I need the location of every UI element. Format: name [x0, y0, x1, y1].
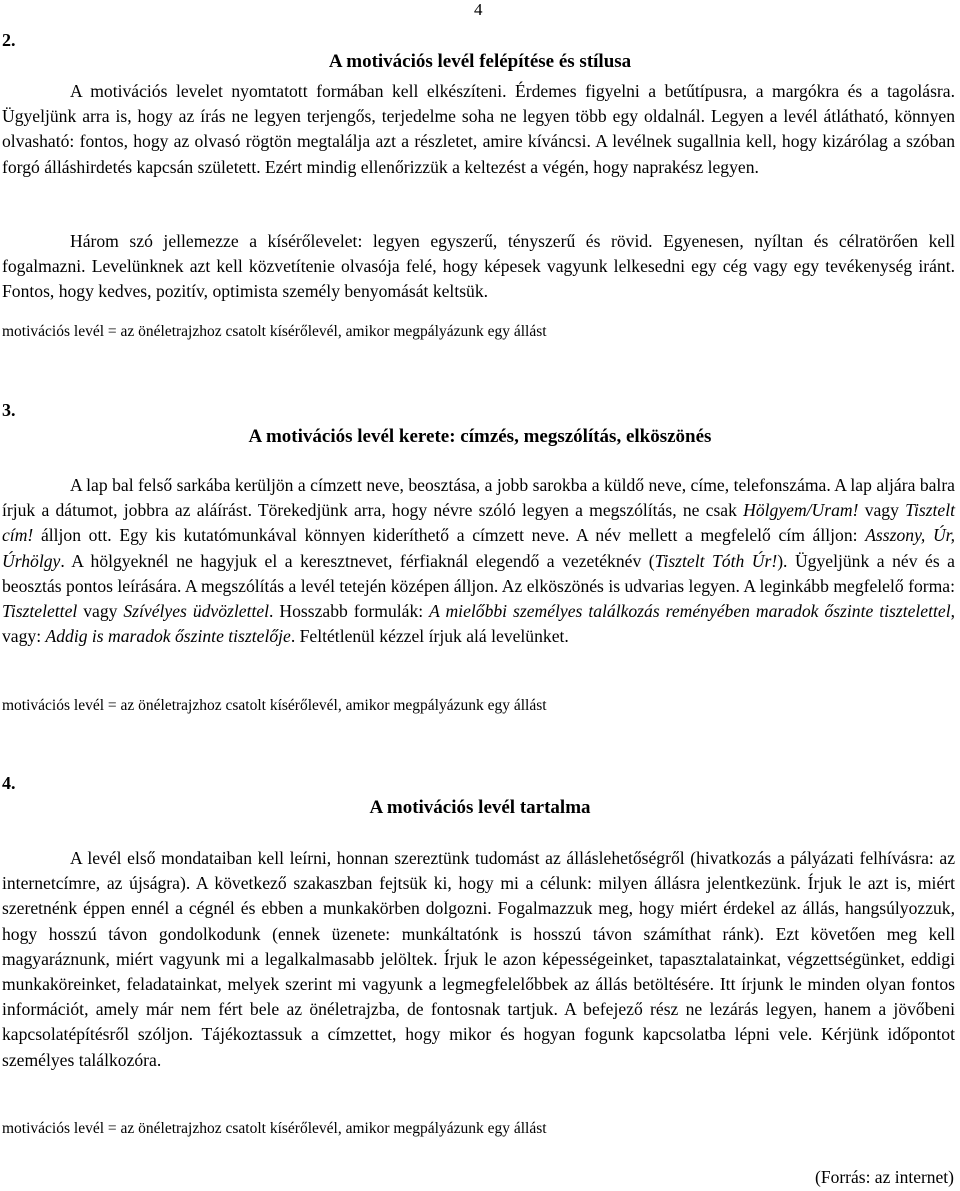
text-run: ). Ügyeljünk a név és a beosztás pontos leírására. A megszólítás a levél tetején középen álljon. Az elköszönés is udvarias legyen. A leginkább megfelelő forma:	[2, 550, 955, 596]
text-run: A lap bal felső sarkába kerüljön a címzett neve, beosztása, a jobb sarokba a küldő neve, címe, telefonszáma. A lap aljára balra írjuk a dátumot, jobbra az aláírást. Törekedjünk arra, hogy névre szóló legyen a megszólítás, ne csak	[2, 475, 955, 521]
italic-text: Szívélyes üdvözlettel	[123, 601, 270, 622]
paragraph	[2, 846, 955, 1073]
section-title: A motivációs levél felépítése és stílusa	[328, 51, 632, 72]
italic-text: Tisztelettel	[2, 601, 78, 622]
italic-text: Tisztelt cím!	[2, 500, 955, 546]
text-run: álljon ott. Egy kis kutatómunkával könnyen kideríthető a címzett neve. A név mellett a megfelelő cím álljon:	[33, 525, 866, 546]
text-run: vagy	[77, 601, 124, 622]
page-number: 4	[474, 0, 483, 19]
text-run: A levél első mondataiban kell leírni, honnan szereztünk tudomást az álláslehetőségről (hivatkozás a pályázati felhívásra: az internetcímre, az újságra). A következő szakaszban fejtsük ki, hogy mi a célunk: milyen állásra jelentkezünk. Írjuk le azt is, miért szeretnénk éppen ennél a cégnél és ebben a munkakörben dolgozni. Fogalmazzuk meg, hogy miért érdekel az állás, hangsúlyozzuk, hogy hosszú távon gondolkodunk (ennek üzenete: munkáltatónk is hosszú távon számíthat ránk). Ezt követően meg kell magyaráznunk, miért vagyunk mi a legalkalmasabb jelöltek. Írjuk le azon képességeinket, tapasztalatainkat, végzettségünket, eddigi munkaköreinket, feladatainkat, melyek szerint mi vagyunk a legmegfelelőbbek az állás betöltésére. Itt írjunk le minden olyan fontos információt, amely már nem fért bele az önéletrajzba, de fontosnak tartjuk. A befejező rész ne lezárás legyen, hanem a jövőbeni kapcsolatépítésről szóljon. Tájékoztassuk a címzettet, hogy mikor és hogyan fogunk kapcsolatba lépni vele. Kérjünk időpontot személyes találkozóra.	[2, 848, 955, 1070]
italic-text: Addig is maradok őszinte tisztelője	[45, 626, 291, 647]
text-run: , vagy:	[2, 601, 955, 647]
text-run: . Hosszabb formulák:	[269, 601, 430, 622]
italic-text: Tisztelt Tóth Úr!	[654, 550, 778, 571]
italic-text: Asszony, Úr, Úrhölgy	[2, 525, 955, 571]
text-run: A motivációs levelet nyomtatott formában kell elkészíteni. Érdemes figyelni a betűtípusra, a margókra és a tagolásra. Ügyeljünk arra is, hogy az írás ne legyen terjengős, terjedelme soha ne legyen több egy oldalnál. Legyen a levél átlátható, könnyen olvasható: fontos, hogy az olvasó rögtön megtalálja azt a részletet, amire kíváncsi. A levélnek sugallnia kell, hogy kizárólag a szóban forgó álláshirdetés kapcsán született. Ezért mindig ellenőrizzük a keltezést a végén, hogy naprakész legyen.	[2, 81, 955, 177]
text-run: Három szó jellemezze a kísérőlevelet: legyen egyszerű, tényszerű és rövid. Egyenesen, nyíltan és célratörően kell fogalmazni. Levelünknek azt kell közvetítenie olvasója felé, hogy képesek vagyunk lelkesedni egy cég vagy egy tevékenység iránt. Fontos, hogy kedves, pozitív, optimista személy benyomását keltsük.	[2, 231, 955, 302]
source-note: (Forrás: az internet)	[815, 1167, 954, 1187]
section-number: 2.	[2, 30, 16, 50]
section-number: 4.	[2, 773, 16, 793]
italic-text: A mielőbbi személyes találkozás reményében maradok őszinte tisztelettel	[429, 601, 951, 622]
paragraph	[2, 229, 955, 305]
text-run: vagy	[858, 500, 906, 521]
section-number: 3.	[2, 400, 16, 420]
section-title: A motivációs levél kerete: címzés, megszólítás, elköszönés	[248, 426, 712, 447]
section-title: A motivációs levél tartalma	[369, 797, 591, 818]
reference-note: motivációs levél = az önéletrajzhoz csatolt kísérőlevél, amikor megpályázunk egy állást	[2, 1120, 547, 1137]
text-run: . Feltétlenül kézzel írjuk alá levelünket.	[290, 626, 569, 647]
text-run: . A hölgyeknél ne hagyjuk el a keresztnevet, férfiaknál elegendő a vezetéknév (	[60, 550, 655, 571]
reference-note: motivációs levél = az önéletrajzhoz csatolt kísérőlevél, amikor megpályázunk egy állást	[2, 697, 547, 714]
paragraph	[2, 473, 955, 649]
paragraph	[2, 79, 955, 180]
italic-text: Hölgyem/Uram!	[743, 500, 859, 521]
reference-note: motivációs levél = az önéletrajzhoz csatolt kísérőlevél, amikor megpályázunk egy állást	[2, 323, 547, 340]
